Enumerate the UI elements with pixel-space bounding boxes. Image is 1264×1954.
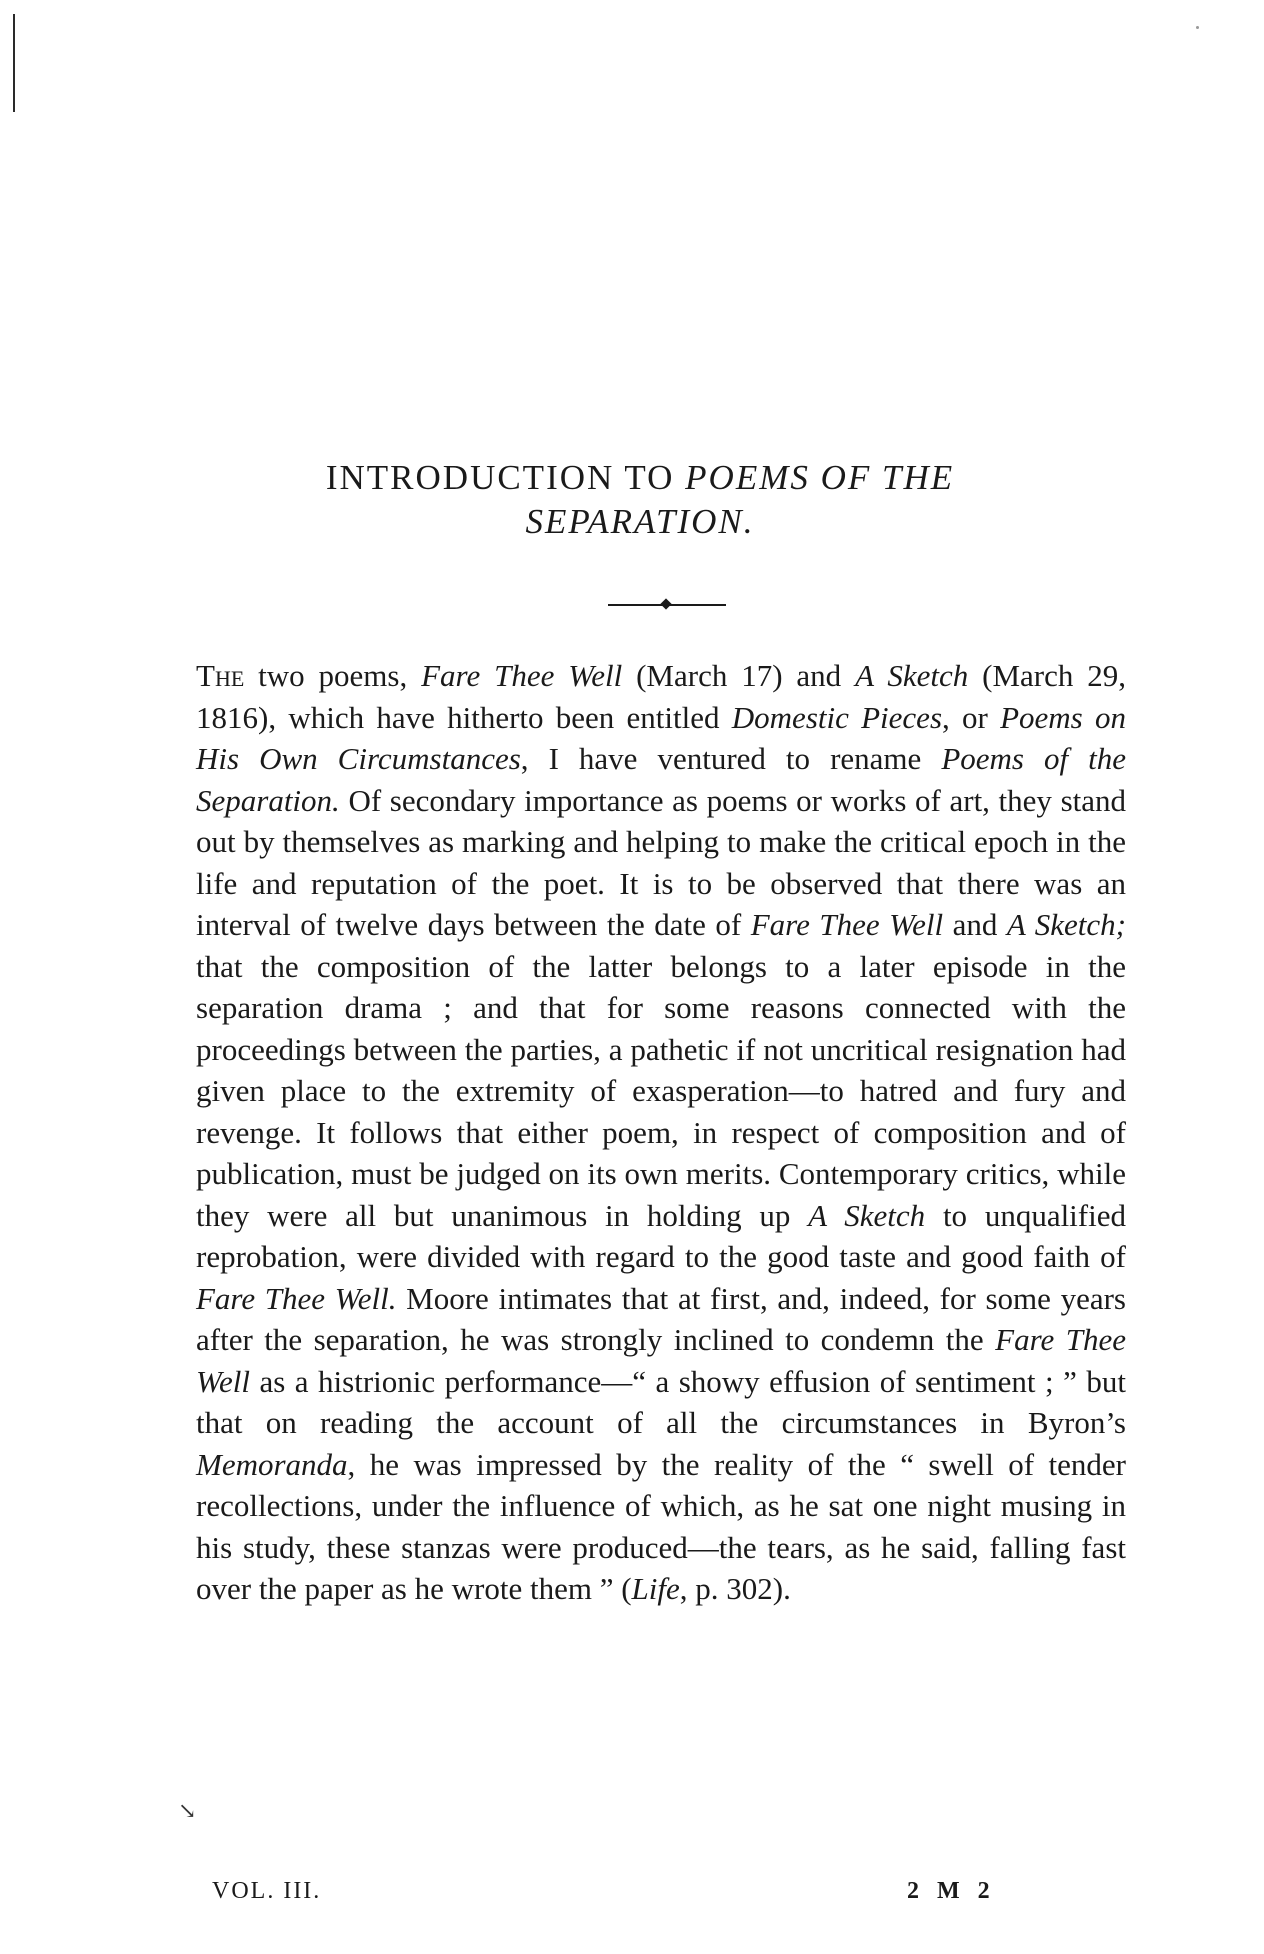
italic-title: Life — [631, 1571, 680, 1606]
drop-initial: T — [196, 658, 215, 693]
italic-title: Poems of the Separation. — [196, 741, 1126, 818]
italic-title: Memoranda — [196, 1446, 348, 1482]
title-ornament-rule — [608, 600, 726, 610]
text-run: , he was impressed by the reality of the “ swell of tender recollections, under the influence of which, as he sat one night musing in his study, these stanzas were produced—the tears, as he said, falling fast over the paper as he wrote them ” ( — [196, 1446, 1126, 1606]
ornament-diamond-icon — [660, 598, 671, 609]
italic-title: Fare Thee Well — [196, 1322, 1126, 1399]
italic-title: Domestic Pieces — [731, 699, 943, 735]
text-run: , or — [942, 699, 1001, 735]
margin-pencil-mark-icon: ↘ — [178, 1798, 197, 1823]
text-run: and — [943, 907, 1007, 942]
title-italic-text: POEMS OF THE — [685, 458, 955, 497]
small-caps-text: he — [214, 658, 245, 693]
text-run: two poems, — [244, 658, 422, 693]
body-paragraph-container — [196, 655, 1126, 1610]
body-paragraph — [196, 655, 1126, 1610]
text-run: (March 17) and — [622, 658, 856, 693]
scan-speck — [1196, 26, 1199, 29]
text-run: , I have ventured to rename — [520, 741, 942, 776]
text-run: that the composition of the latter belongs to a later episode in the separation drama ; and that for some reasons connected with the proceedings between the parties, a pathetic if not uncritical resignation had given place to the extremity of exasperation—to hatred and fury and revenge. It follows that either poem, in respect of composition and of publication, must be judged on its own merits. Contemporary critics, while they were all but unanimous in holding up — [196, 948, 1126, 1233]
title-line-2: SEPARATION. — [525, 502, 755, 541]
text-run: as a histrionic performance—“ a showy effusion of sentiment ; ” but that on reading the account of all the circumstances in Byron’s — [196, 1363, 1126, 1440]
text-run: Moore intimates that at first, and, indeed, for some years after the separation, he was strongly inclined to condemn the — [196, 1280, 1126, 1357]
title-text: INTRODUCTION TO — [325, 458, 686, 497]
text-run: (March 29, 1816), which have hitherto been entitled — [196, 658, 1126, 735]
italic-title: Fare Thee Well. — [196, 1280, 397, 1316]
italic-title: A Sketch — [808, 1197, 926, 1233]
text-run: , p. 302). — [679, 1571, 791, 1606]
italic-title: A Sketch; — [1006, 907, 1126, 942]
volume-label: VOL. III. — [212, 1878, 322, 1904]
scan-edge-mark — [13, 14, 15, 112]
italic-title: Fare Thee Well — [421, 658, 623, 693]
text-run: Of secondary importance as poems or works of art, they stand out by themselves as marking and helping to make the critical epoch in the life and reputation of the poet. It is to be observed that there was an interval of twelve days between the date of — [196, 782, 1126, 942]
italic-title: Poems on His Own Circumstances — [196, 699, 1126, 776]
italic-title: Fare Thee Well — [750, 907, 944, 942]
page-title — [190, 456, 1090, 544]
text-run: to unqualified reprobation, were divided with regard to the good taste and good faith of — [196, 1197, 1126, 1274]
italic-title: A Sketch — [855, 658, 969, 693]
signature-mark: 2 M 2 — [907, 1878, 996, 1904]
